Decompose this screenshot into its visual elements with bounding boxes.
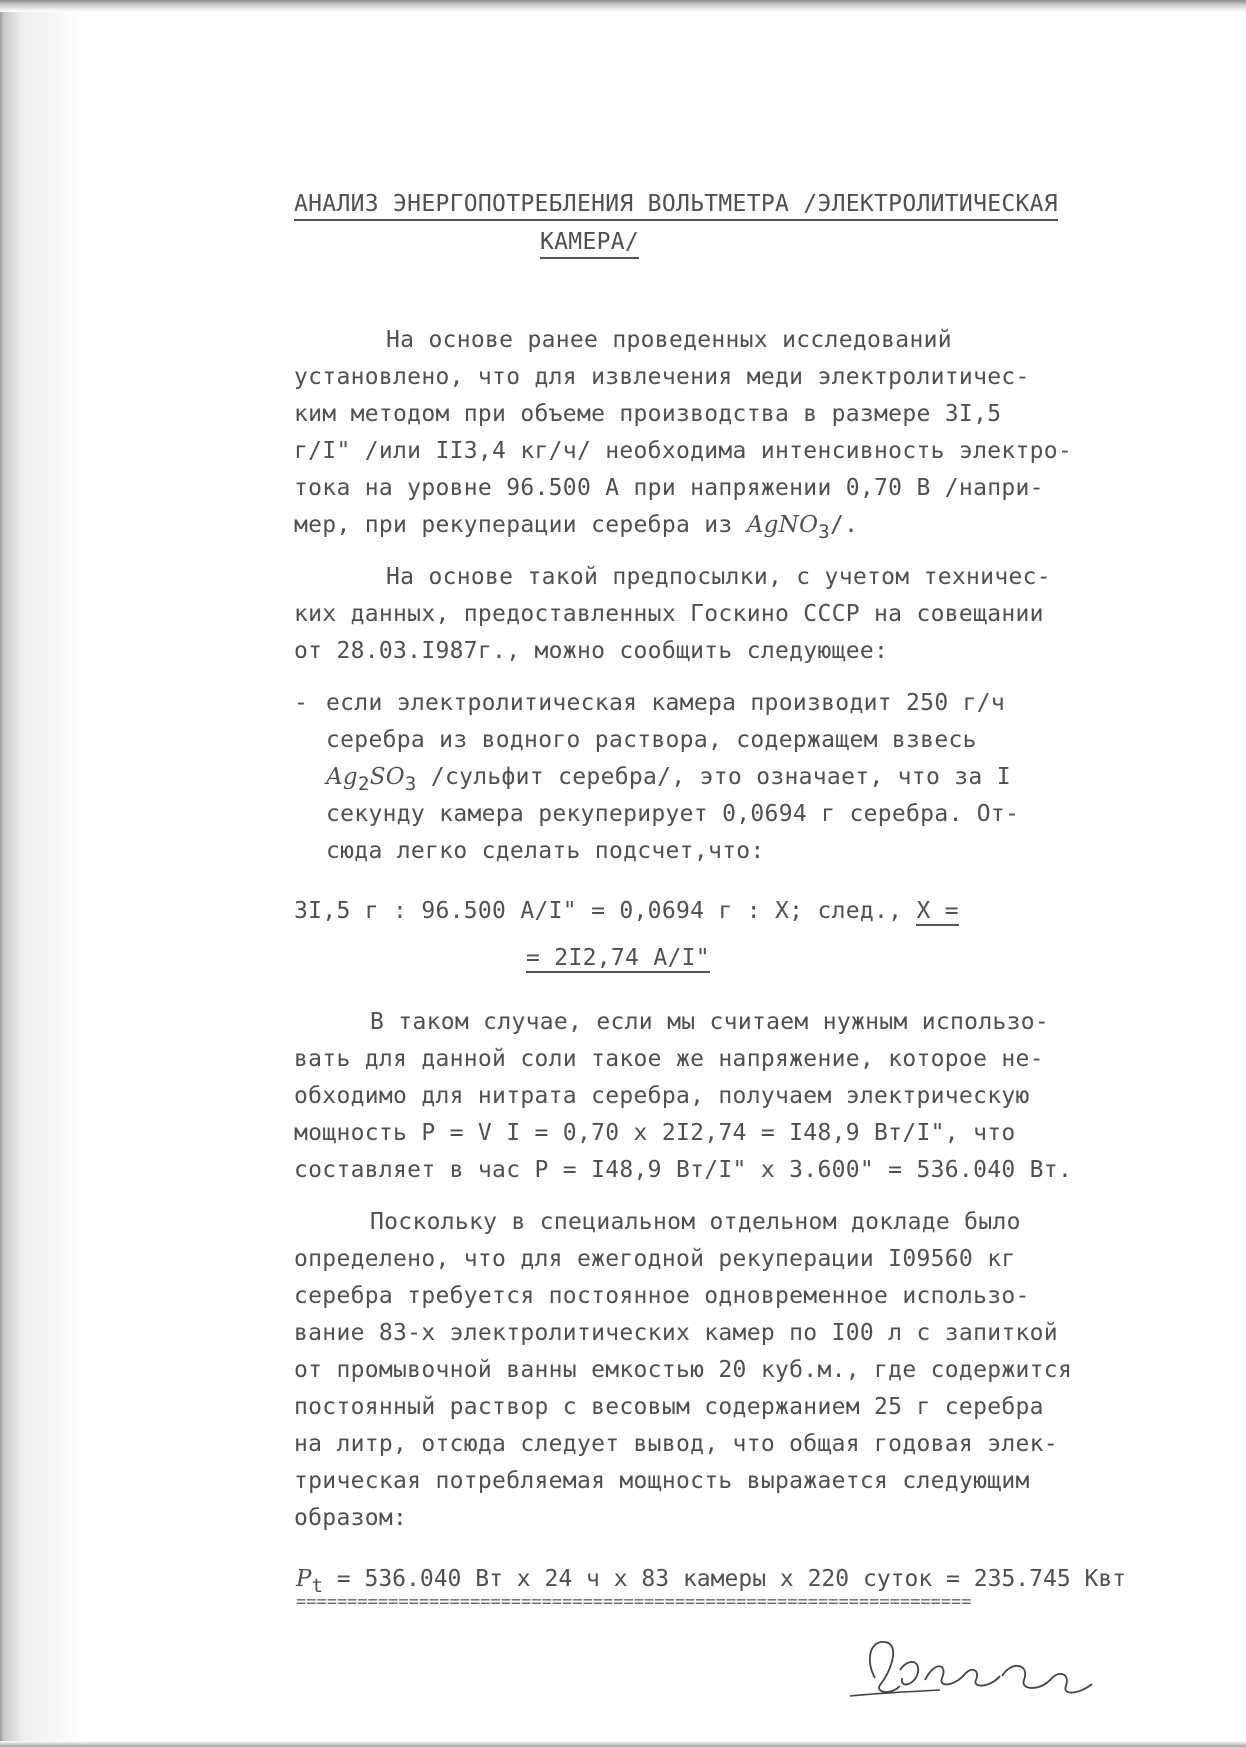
equation-x: Х = [916,898,959,924]
formula-so: SO [369,764,405,790]
p1-line-4: г/I" /или II3,4 кг/ч/ необходима интенсивность электро- [294,438,1073,464]
final-formula [296,1564,1127,1597]
bullet-line-5: сюда легко сделать подсчет,что: [326,838,765,864]
bullet-line-1: если электролитическая камера производит 250 г/ч [326,690,1006,716]
p4-line-2: определено, что для ежегодной рекуперации I09560 кг [294,1246,1016,1272]
p3-line-3: обходимо для нитрата серебра, получаем электрическую [294,1083,1030,1109]
bullet-line-2: серебра из водного раствора, содержащем взвесь [326,727,977,753]
p1-line-1: На основе ранее проведенных исследований [386,327,952,353]
p4-line-3: серебра требуется постоянное одновременное использо- [294,1283,1030,1309]
equation-main: 3I,5 г : 96.500 А/I" = 0,0694 г : Х; след., [294,898,917,924]
formula-tail: /. [830,512,859,538]
p1-line-5: тока на уровне 96.500 А при напряжении 0,70 В /напри- [294,475,1044,501]
p4-line-6: постоянный раствор с весовым содержанием 25 г серебра [294,1394,1044,1420]
bullet-line-4: секунду камера рекуперирует 0,0694 г серебра. От- [326,801,1020,827]
p2-line-1: На основе такой предпосылки, с учетом техничес- [386,564,1051,590]
formula-sub-2: 2 [357,773,370,795]
p4-line-1: Поскольку в специальном отдельном докладе было [370,1209,1021,1235]
p1-line-3: ким методом при объеме производства в размере 3I,5 [294,401,1002,427]
p4-line-4: вание 83-х электролитических камер по I00 л с запиткой [294,1320,1058,1346]
formula-sub-3: 3 [818,521,830,543]
signature-icon [830,1630,1130,1720]
p4-line-8: трическая потребляемая мощность выражается следующим [294,1468,1030,1494]
formula-ag: Ag [746,512,779,538]
p4-line-9: образом: [294,1505,408,1531]
final-formula-rest: = 536.040 Вт х 24 ч х 83 камеры х 220 суток = 235.745 Квт [322,1566,1127,1592]
p4-line-5: от промывочной ванны емкостью 20 куб.м., где содержится [294,1357,1073,1383]
equation-line-2 [526,943,710,973]
formula-ag2: Ag [326,764,358,790]
bullet-line-3 [326,762,1011,795]
equation-result: = 2I2,74 А/I" [526,945,710,971]
formula-sub-3b: 3 [404,773,417,795]
p1-line-2: установлено, что для извлечения меди электролитичес- [294,364,1030,390]
bullet-dash: - [294,690,309,716]
p3-line-2: вать для данной соли такое же напряжение, которое не- [294,1046,1044,1072]
p3-line-5: составляет в час Р = I48,9 Вт/I" х 3.600" = 536.040 Вт. [294,1157,1073,1183]
p1-line-6 [294,510,859,543]
title-line-1: АНАЛИЗ ЭНЕРГОПОТРЕБЛЕНИЯ ВОЛЬТМЕТРА /ЭЛЕКТРОЛИТИЧЕСКАЯ [294,190,1058,221]
p2-line-2: ких данных, предоставленных Госкино СССР на совещании [294,601,1044,627]
bullet-line-3-rest: /сульфит серебра/, это означает, что за I [416,764,1011,790]
final-formula-sub-t: t [311,1575,323,1597]
p2-line-3: от 28.03.I987г., можно сообщить следующее: [294,638,889,664]
double-rule: ================================================================== [296,1597,972,1607]
final-formula-p: Р [296,1566,312,1592]
formula-no: NO [778,512,819,538]
title-line-2: КАМЕРА/ [540,228,639,259]
p3-line-4: мощность Р = V I = 0,70 х 2I2,74 = I48,9 Вт/I", что [294,1120,1016,1146]
p3-line-1: В таком случае, если мы считаем нужным использо- [370,1009,1050,1035]
p4-line-7: на литр, отсюда следует вывод, что общая годовая элек- [294,1431,1058,1457]
equation-line-1 [294,896,959,926]
p1-line-6-text: мер, при рекуперации серебра из [294,512,747,538]
